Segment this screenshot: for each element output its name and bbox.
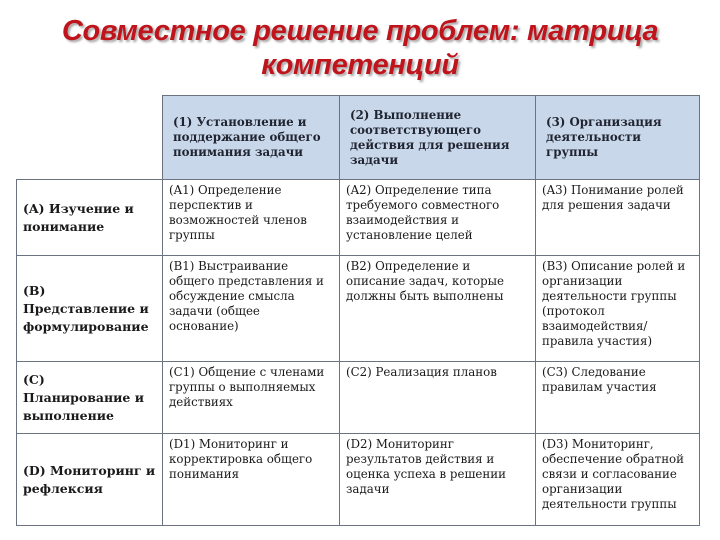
page-title	[0, 14, 720, 82]
cell-a2: (A2) Определение типа требуемого совместного взаимодействия и установление целей	[340, 180, 536, 256]
row-header-a: (A) Изучение и понимание	[17, 180, 163, 256]
cell-a1: (A1) Определение перспектив и возможностей членов группы	[163, 180, 340, 256]
cell-b3: (B3) Описание ролей и организации деятельности группы (протокол взаимодействия/правила участия)	[536, 256, 700, 362]
table-row-a	[17, 180, 700, 256]
cell-c1: (C1) Общение с членами группы о выполняемых действиях	[163, 362, 340, 434]
table-row-d	[17, 434, 700, 526]
cell-d3: (D3) Мониторинг, обеспечение обратной связи и согласование организации деятельности группы	[536, 434, 700, 526]
cell-a3: (A3) Понимание ролей для решения задачи	[536, 180, 700, 256]
row-header-c: (C) Планирование и выполнение	[17, 362, 163, 434]
title-line-1: Совместное решение проблем: матрица	[61, 15, 659, 47]
cell-b1: (B1) Выстраивание общего представления и обсуждение смысла задачи (общее основание)	[163, 256, 340, 362]
row-header-d: (D) Мониторинг и рефлексия	[17, 434, 163, 526]
column-header-3: (3) Организация деятельности группы	[536, 96, 700, 180]
cell-d2: (D2) Мониторинг результатов действия и оценка успеха в решении задачи	[340, 434, 536, 526]
cell-c2: (C2) Реализация планов	[340, 362, 536, 434]
cell-d1: (D1) Мониторинг и корректировка общего понимания	[163, 434, 340, 526]
cell-c3: (C3) Следование правилам участия	[536, 362, 700, 434]
table-row-c	[17, 362, 700, 434]
header-row	[17, 96, 700, 180]
corner-cell	[17, 96, 163, 180]
row-header-b: (B) Представление и формулирование	[17, 256, 163, 362]
competency-matrix-table	[16, 95, 700, 526]
column-header-1: (1) Установление и поддержание общего понимания задачи	[163, 96, 340, 180]
title-line-2: компетенций	[261, 49, 459, 81]
table-row-b	[17, 256, 700, 362]
cell-b2: (B2) Определение и описание задач, которые должны быть выполнены	[340, 256, 536, 362]
column-header-2: (2) Выполнение соответствующего действия для решения задачи	[340, 96, 536, 180]
